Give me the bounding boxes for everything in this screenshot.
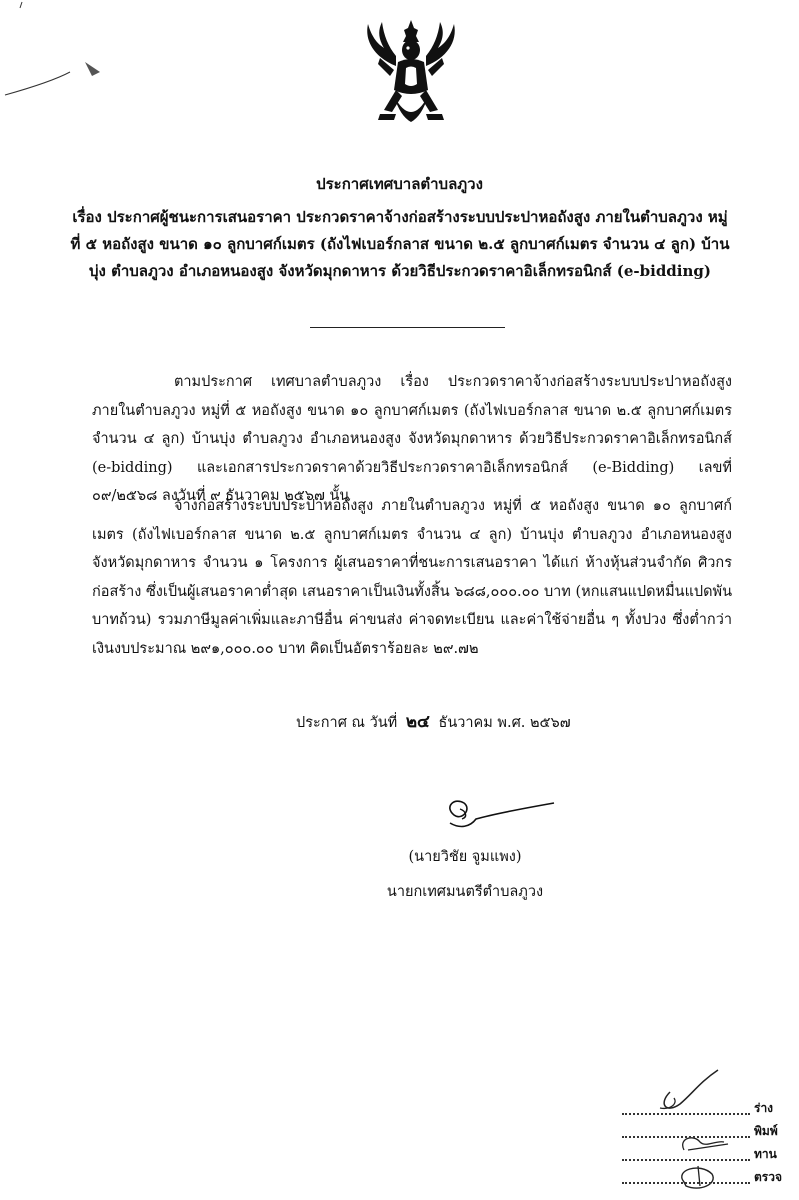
date-day: ๒๔ — [405, 712, 430, 732]
dotted-line — [622, 1182, 750, 1184]
dotted-line — [622, 1136, 750, 1138]
dotted-line — [622, 1159, 750, 1161]
date-prefix: ประกาศ ณ วันที่ — [296, 715, 398, 731]
routing-label-reviewed: ทาน — [754, 1147, 777, 1161]
body-paragraph-2: จ้างก่อสร้างระบบประปาหอถังสูง ภายในตำบลภูวง หมู่ที่ ๕ หอถังสูง ขนาด ๑๐ ลูกบาศก์เมตร (ถังไฟเบอร์กลาส ขนาด ๒.๕ ลูกบาศก์เมตร จำนวน ๔ ลูก) บ้านบุ่ง ตำบลภูวง อำเภอหนองสูง จังหวัดมุกดาหาร จำนวน ๑ โครงการ ผู้เสนอราคาที่ชนะการเสนอราคา ได้แก่ ห้างหุ้นส่วนจำกัด ศิวกรก่อสร้าง ซึ่งเป็นผู้เสนอราคาต่ำสุด เสนอราคาเป็นเงินทั้งสิ้น ๖๘๘,๐๐๐.๐๐ บาท (หกแสนแปดหมื่นแปดพันบาทถ้วน) รวมภาษีมูลค่าเพิ่มและภาษีอื่น ค่าขนส่ง ค่าจดทะเบียน และค่าใช้จ่ายอื่น ๆ ทั้งปวง ซึ่งต่ำกว่าเงินงบประมาณ ๒๙๑,๐๐๐.๐๐ บาท คิดเป็นอัตราร้อยละ ๒๙.๗๒ — [92, 498, 733, 657]
routing-label-typed: พิมพ์ — [754, 1124, 778, 1138]
routing-row — [622, 1096, 782, 1119]
routing-label-draft: ร่าง — [754, 1101, 774, 1115]
garuda-emblem-icon — [356, 18, 466, 130]
announcement-date — [296, 708, 571, 735]
body-paragraph-1: ตามประกาศ เทศบาลตำบลภูวง เรื่อง ประกวดราคาจ้างก่อสร้างระบบประปาหอถังสูง ภายในตำบลภูวง หมู่ที่ ๕ หอถังสูง ขนาด ๑๐ ลูกบาศก์เมตร (ถังไฟเบอร์กลาส ขนาด ๒.๕ ลูกบาศก์เมตร จำนวน ๔ ลูก) บ้านบุ่ง ตำบลภูวง อำเภอหนองสูง จังหวัดมุกดาหาร ด้วยวิธีประกวดราคาอิเล็กทรอนิกส์ (e-bidding) และเอกสารประกวดราคาด้วยวิธีประกวดราคาอิเล็กทรอนิกส์ (e-Bidding) เลขที่ ๐๙/๒๕๖๘ ลงวันที่ ๙ ธันวาคม ๒๕๖๗ นั้น — [92, 374, 732, 504]
handwritten-signature — [440, 793, 560, 833]
announcement-title: ประกาศเทศบาลตำบลภูวง — [316, 175, 483, 193]
routing-row — [622, 1165, 782, 1188]
routing-row — [622, 1142, 782, 1165]
separator-line — [310, 327, 505, 328]
routing-label-checked: ตรวจ — [754, 1170, 783, 1184]
date-month-year: ธันวาคม พ.ศ. ๒๕๖๗ — [438, 715, 571, 731]
routing-block — [622, 1096, 782, 1188]
announcement-subject: เรื่อง ประกาศผู้ชนะการเสนอราคา ประกวดราคาจ้างก่อสร้างระบบประปาหอถังสูง ภายในตำบลภูวง หมู่ที่ ๕ หอถังสูง ขนาด ๑๐ ลูกบาศก์เมตร (ถังไฟเบอร์กลาส ขนาด ๒.๕ ลูกบาศก์เมตร จำนวน ๔ ลูก) บ้านบุ่ง ตำบลภูวง อำเภอหนองสูง จังหวัดมุกดาหาร ด้วยวิธีประกวดราคาอิเล็กทรอนิกส์ (e-bidding) — [70, 208, 730, 280]
pen-scratch-mark — [0, 0, 130, 110]
signer-position: นายกเทศมนตรีตำบลภูวง — [386, 884, 544, 900]
signer-name: (นายวิชัย จูมแพง) — [408, 849, 522, 865]
dotted-line — [622, 1113, 750, 1115]
routing-row — [622, 1119, 782, 1142]
